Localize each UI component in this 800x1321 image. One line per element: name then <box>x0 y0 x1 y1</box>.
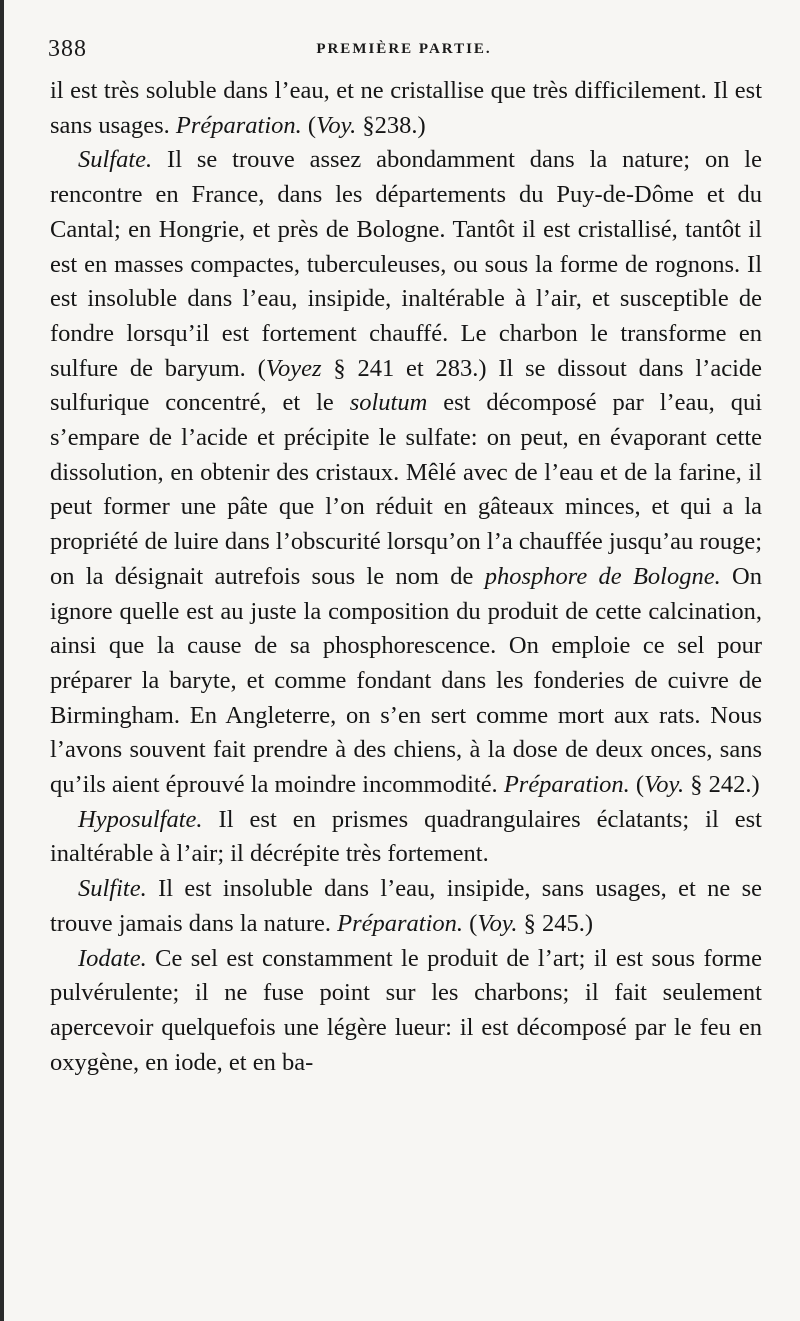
paragraph <box>50 143 762 802</box>
italic-text: Préparation. <box>503 771 630 799</box>
text-run: §238.) <box>356 111 426 139</box>
paragraph <box>50 803 762 872</box>
text-run: Il est insoluble dans l’eau, insipide, sans usages, et ne se trouve jamais dans la nature. <box>50 875 762 937</box>
paragraph <box>50 872 762 941</box>
italic-text: Voyez <box>265 354 322 382</box>
running-head: PREMIÈRE PARTIE. <box>316 41 492 57</box>
italic-text: phosphore de Bologne. <box>484 562 721 590</box>
text-run: ( <box>463 909 478 937</box>
italic-text: Iodate. <box>78 944 147 972</box>
text-run: Ce sel est constamment le produit de l’art; il est sous forme pulvérulente; il ne fuse point sur les charbons; il fait seulement apercevoir quelquefois une légère lueur: il est décomposé par le feu en oxygène, en iode, et en ba- <box>50 944 762 1076</box>
italic-text: Préparation. <box>337 909 464 937</box>
italic-text: solutum <box>349 389 428 417</box>
paragraph <box>50 74 762 143</box>
italic-text: Voy. <box>477 909 518 937</box>
page-number: 388 <box>48 36 87 62</box>
text-run: est décomposé par l’eau, qui s’empare de l’acide et précipite le sulfate: on peut, en évaporant cette dissolution, en obtenir des cristaux. Mêlé avec de l’eau et de la farine, il peut former une pâte que l’on réduit en gâteaux minces, et qui a la propriété de luire dans l’obscurité lorsqu’on l’a chauffée jusqu’au rouge; on la désignait autrefois sous le nom de <box>50 389 763 590</box>
text-run: Il se trouve assez abondamment dans la nature; on le rencontre en France, dans les départements du Puy-de-Dôme et du Cantal; en Hongrie, et près de Bologne. Tantôt il est cristallisé, tantôt il est en masses compactes, tuberculeuses, ou sous la forme de rognons. Il est insoluble dans l’eau, insipide, inaltérable à l’air, et susceptible de fondre lorsqu’il est fortement chauffé. Le charbon le transforme en sulfure de baryum. ( <box>50 146 762 382</box>
body-text <box>50 74 762 1080</box>
page-header <box>48 36 760 66</box>
italic-text: Voy. <box>316 111 357 139</box>
text-run: On ignore quelle est au juste la composition du produit de cette calcination, ainsi que la cause de sa phosphorescence. On emploie ce sel pour préparer la baryte, et comme fondant dans les fonderies de cuivre de Birmingham. En Angleterre, on s’en sert comme mort aux rats. Nous l’avons souvent fait prendre à des chiens, à la dose de deux onces, sans qu’ils aient éprouvé la moindre incommodité. <box>50 562 762 799</box>
italic-text: Voy. <box>644 771 685 799</box>
paragraph <box>50 942 762 1081</box>
italic-text: Préparation. <box>175 111 302 139</box>
text-run: ( <box>629 771 645 799</box>
italic-text: Hyposulfate. <box>78 805 203 833</box>
text-run: § 242.) <box>684 771 760 799</box>
text-run: § 241 et 283.) Il se dissout dans l’acide sulfurique concentré, et le <box>50 354 763 417</box>
text-run: ( <box>301 111 317 139</box>
text-run: il est très soluble dans l’eau, et ne cristallise que très difficilement. Il est sans usages. <box>50 77 762 139</box>
text-run: § 245.) <box>517 909 594 937</box>
italic-text: Sulfate. <box>78 146 153 174</box>
text-run: Il est en prismes quadrangulaires éclatants; il est inaltérable à l’air; il décrépite très fortement. <box>50 805 762 868</box>
italic-text: Sulfite. <box>78 875 147 903</box>
